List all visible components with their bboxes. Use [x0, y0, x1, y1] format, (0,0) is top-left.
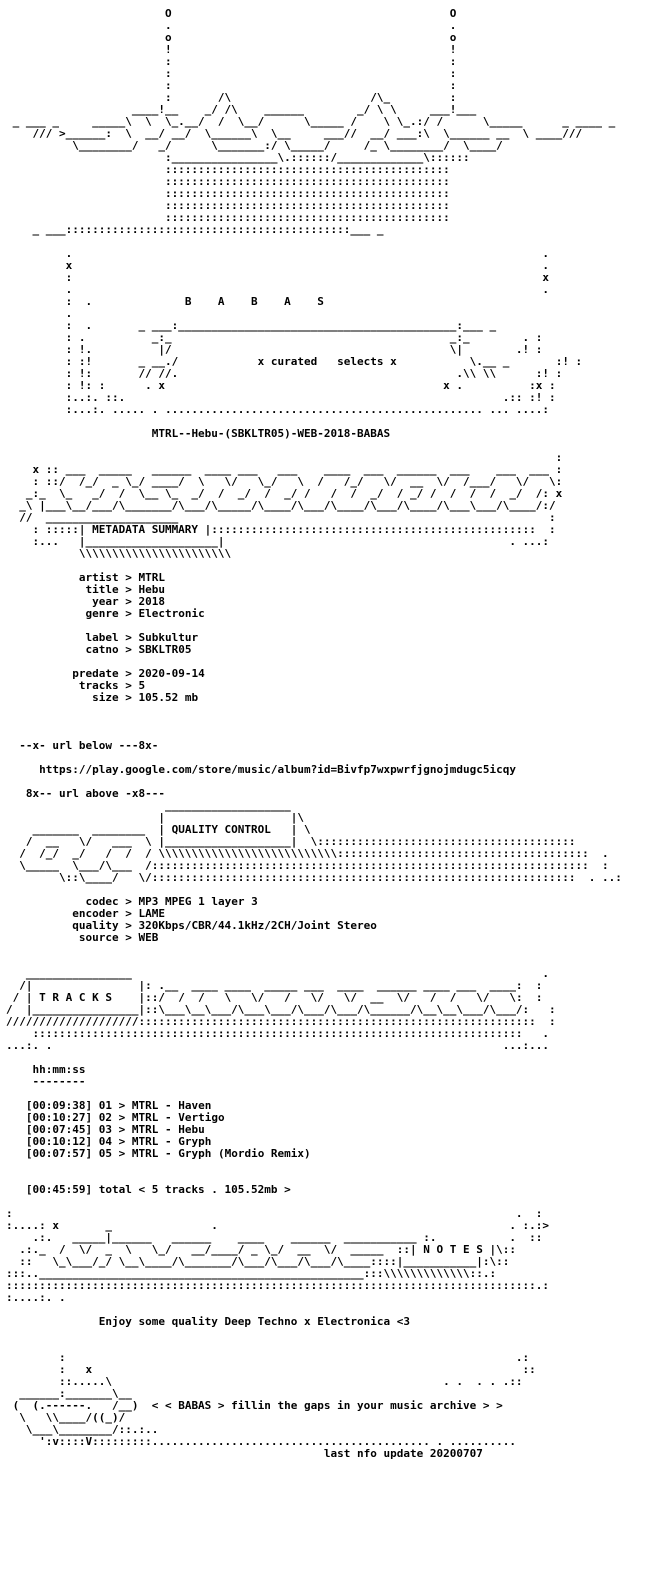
track-time: 00:07:45	[32, 1123, 86, 1136]
track-name: MTRL - Gryph	[131, 1135, 212, 1148]
tracks-title: T R A C K S	[39, 991, 112, 1004]
quality-codec-key: codec	[85, 895, 119, 908]
track-number: 03	[98, 1123, 112, 1136]
tracklist: [00:09:38] 01 > MTRL - Haven [00:10:27] 02 > MTRL - Vertigo [00:07:45] 03 > MTRL - Hebu [00:10:12] 04 > MTRL - Gryph [00:07:57] 05 > MTRL - Gryph (Mordio Remix)	[6, 1099, 311, 1160]
metadata-block: artist > MTRL title > Hebu year > 2018 genre > Electronic label > Subkultur catno > SBKLTR05 predate > 2020-09-14 tracks > 5 size > 105.52 mb	[72, 571, 205, 704]
notes-text: Enjoy some quality Deep Techno x Electronica <3	[98, 1315, 410, 1328]
nfo-document: O O . . o o ! ! : : : : : : : /\ /\_ : ____!__ _/ /\ ______ _/ \ \ ___!___ _ ___ _ _____\ \ \_.__/ / \__/ \_____ / \ \_.:/ / \_____ _ ____ _ /// >______: \ __/ __/ \______\ \__ ___// __/ ___:\ \______ __ \ ____/// \________/ _/ \_______:/ \_____/ /_ \________/ \____/ :________________\.::::::/_____________\:::::: ::::::::::::::::::::::::::::::::::::::::::: ::::::::::::::::::::::::::::::::::::::::::: ::::::::::::::::::::::::::::::::::::::::::: ::::::::::::::::::::::::::::::::::::::::::: ::::::::::::::::::::::::::::::::::::::::::: _ ___:::::::::::::::::::::::::::::::::::::::::::___ _ . . x . : x . . : . B A B A S . : . _ ___:__________________________________________:___ _ : . _:_ _:_ . : : !. |/ \| .! : : :! _ __./ x curated selects x \.__ _ :! : : !: // //. .\\ \\ :! : : !: : . x x . :x : :..:. ::. .:: :! : :...:. ..... . ................................................ ... ....: MTRL--Hebu-(SBKLTR05)-WEB-2018-BABAS : x :: ___ _____ ______ ____ ___ ___ ____ ___ ______ ___ ___ ___ : : ::/ /_/ _ \_/ ____/ \ \/ \_/ \ / /_/ \/ __ \/ /___/ \/ \: _:_ \_ _/ / \__ \_ _/ / _/ / _/ / / / _/ / _/ / / / / _/ /: x _\ |___\__/___/\_______/\___/\_____/\____/\___/\____/\___/\____/\___\___/\____/:/ // ____________________ : : :::::| METADATA SUMMARY |::::::::::::::::::::::::::::::::::::::::::::::::: : :... |____________________| . ...: \\\\\\\\\\\\\\\\\\\\\\\ artist > MTRL title > Hebu year > 2018 genre > Electronic label > Subkultur catno > SBKLTR05 predate > 2020-09-14 tracks > 5 size > 105.52 mb --x- url below ---8x- https://play.google.com/store/music/album?id=Bivfp7wxpwrfjgnojmdugc5icqy 8x-- url above -x8--- ___________________ | |\ _______ ________ | QUALITY CONTROL | \ / __ \/ ___ \ |___________________| \::::::::::::::::::::::::::::::::::::::: / /_/ _/ / / / \\\\\\\\\\\\\\\\\\\\\\\\\\\:::::::::::::::::::::::::::::::::::::: . \_____ \___/\___ /:::::::::::::::::::::::::::::::::::::::::::::::::::::::::::::::::: : \::\____/ \/:::::::::::::::::::::::::::::::::::::::::::::::::::::::::::::::: . ..: codec > MP3 MPEG 1 layer 3 encoder > LAME quality > 320Kbps/CBR/44.1kHz/2CH/Joint Stereo source > WEB ________________ . /| |: .__ ____ ____ _____ ___ ____ ______ ____ ___ ____: : / | T R A C K S |::/ / / \ \/ / \/ \/ __ \/ / / \/ \: : / |________________|::\___\__\___/\___\___/\___/\___/\______/\__\__\___/\___/: : ////////////////////:::::::::::::::::::::::::::::::::::::::::::::::::::::::::::: : :::::::::::::::::::::::::::::::::::::::::::::::::::::::::::::::::::::::::: . ...:. . ...:... hh:mm:ss -------- [00:09:38] 01 > MTRL - Haven [00:10:27] 02 > MTRL - Vertigo [00:07:45] 03 > MTRL - Hebu [00:10:12] 04 > MTRL - Gryph [00:07:57] 05 > MTRL - Gryph (Mordio Remix) [00:45:59] total < 5 tracks . 105.52mb > : . : :....: x _ . . :.:> .:. _____|______ ______ ____ ______ ___________ :. . :: .:._ / \/ _ \ \_/ __/____/ _ \_/ __ \/ _____ ::| N O T E S |\:: :: \_\___/_/ \__\____/\_______/\___/\___/\___/\____::::|___________|:\:: :::.._________________________________________________:::\\\\\\\\\\\\\::.: ::::::::::::::::::::::::::::::::::::::::::::::::::::::::::::::::::::::::::::::::.: :....:. . Enjoy some quality Deep Techno x Electronica <3 : .: : x :: ::.....\ . . . . .:: ______:_______\__ ( (.------. /__) < < BABAS > fillin the gaps in your music archive > > \ \\____/((_)/ \___\________/::.:.. ':v::::V:::::::::.......................................... . .......... last nfo update 20200707	[0, 0, 648, 1460]
quality-encoder-key: encoder	[72, 907, 119, 920]
quality-block: codec > MP3 MPEG 1 layer 3 encoder > LAME quality > 320Kbps/CBR/44.1kHz/2CH/Joint Stereo source > WEB	[72, 895, 377, 944]
meta-tracks-value: 5	[138, 679, 146, 692]
track-name: MTRL - Hebu	[131, 1123, 205, 1136]
track-time: 00:09:38	[32, 1099, 86, 1112]
meta-catno-key: catno	[85, 643, 119, 656]
meta-genre-value: Electronic	[138, 607, 205, 620]
meta-label-key: label	[85, 631, 119, 644]
last-update: last nfo update 20200707	[323, 1447, 483, 1460]
track-time: 00:10:27	[32, 1111, 86, 1124]
meta-title-key: title	[85, 583, 119, 596]
metadata-title: METADATA SUMMARY	[92, 523, 199, 536]
meta-label-value: Subkultur	[138, 631, 199, 644]
meta-predate-value: 2020-09-14	[138, 667, 205, 680]
url-below-marker: --x- url below ---8x-	[19, 739, 159, 752]
babas-letters: B A B A S	[184, 295, 324, 308]
meta-size-value: 105.52 mb	[138, 691, 199, 704]
release-name: MTRL--Hebu-(SBKLTR05)-WEB-2018-BABAS	[151, 427, 391, 440]
meta-size-key: size	[92, 691, 119, 704]
track-time: 00:07:57	[32, 1147, 86, 1160]
meta-year-key: year	[92, 595, 119, 608]
track-time: 00:10:12	[32, 1135, 86, 1148]
footer-tagline: < < BABAS > fillin the gaps in your music archive > >	[151, 1399, 503, 1412]
track-name: MTRL - Gryph (Mordio Remix)	[131, 1147, 311, 1160]
curated-label: x curated selects x	[257, 355, 397, 368]
header-ascii-art: O O . . o o ! ! : : : : : : : /\ /\_ : ____!__ _/ /\ ______ _/ \ \ ___!___ _ ___ _ _____\ \ \_.__/ / \__/ \_____ / \ \_.:/ / \_____ _ ____ _ /// >______: \ __/ __/ \______\ \__ ___// __/ ___:\ \______ __ \ ____/// \________/ _/ \_______:/ \_____/ /_ \________/ \____/ :________________\.::::::/_____________\:::::: ::::::::::::::::::::::::::::::::::::::::::: ::::::::::::::::::::::::::::::::::::::::::: ::::::::::::::::::::::::::::::::::::::::::: ::::::::::::::::::::::::::::::::::::::::::: ::::::::::::::::::::::::::::::::::::::::::: _ ___:::::::::::::::::::::::::::::::::::::::::::___ _	[12, 7, 616, 236]
meta-year-value: 2018	[138, 595, 165, 608]
quality-source-value: WEB	[138, 931, 159, 944]
meta-title-value: Hebu	[138, 583, 165, 596]
track-number: 05	[98, 1147, 112, 1160]
quality-quality-key: quality	[72, 919, 119, 932]
track-name: MTRL - Haven	[131, 1099, 212, 1112]
meta-artist-value: MTRL	[138, 571, 165, 584]
quality-quality-value: 320Kbps/CBR/44.1kHz/2CH/Joint Stereo	[138, 919, 377, 932]
album-url: https://play.google.com/store/music/album?id=Bivfp7wxpwrfjgnojmdugc5icqy	[39, 763, 516, 776]
url-above-marker: 8x-- url above -x8---	[25, 787, 165, 800]
meta-genre-key: genre	[85, 607, 119, 620]
track-number: 02	[98, 1111, 112, 1124]
quality-source-key: source	[78, 931, 119, 944]
quality-codec-value: MP3 MPEG 1 layer 3	[138, 895, 258, 908]
notes-title: N O T E S	[423, 1243, 483, 1256]
time-header: hh:mm:ss	[32, 1063, 86, 1076]
meta-tracks-key: tracks	[78, 679, 119, 692]
meta-catno-value: SBKLTR05	[138, 643, 192, 656]
track-name: MTRL - Vertigo	[131, 1111, 225, 1124]
track-number: 01	[98, 1099, 112, 1112]
meta-predate-key: predate	[72, 667, 119, 680]
quality-title: QUALITY CONTROL	[171, 823, 271, 836]
quality-encoder-value: LAME	[138, 907, 165, 920]
track-number: 04	[98, 1135, 112, 1148]
tracks-total: [00:45:59] total < 5 tracks . 105.52mb >	[25, 1183, 291, 1196]
meta-artist-key: artist	[78, 571, 119, 584]
